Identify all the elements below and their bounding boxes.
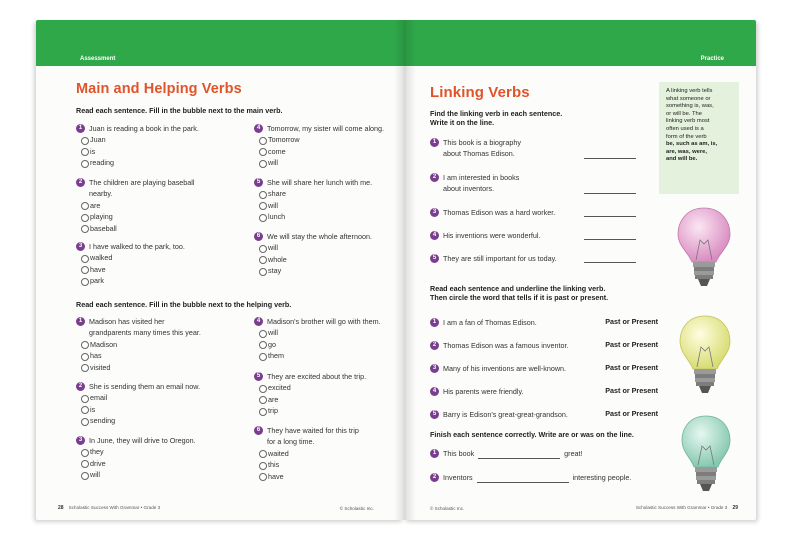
item-number-badge: 4 bbox=[430, 387, 439, 396]
answer-bubble-option[interactable]: Tomorrow bbox=[254, 134, 384, 145]
answer-bubble-option[interactable]: go bbox=[254, 339, 381, 350]
definition-box bbox=[659, 82, 739, 194]
answer-bubble-option[interactable]: have bbox=[254, 471, 359, 482]
sentence-text: Thomas Edison was a famous inventor. bbox=[443, 341, 569, 350]
item-number-badge: 6 bbox=[254, 426, 263, 435]
item-number-badge: 1 bbox=[430, 449, 439, 458]
answer-bubble-option[interactable]: has bbox=[76, 350, 201, 361]
sentence-text: Many of his inventions are well-known. bbox=[443, 364, 567, 373]
answer-bubble-option[interactable]: share bbox=[254, 188, 372, 199]
directions-line: Find the linking verb in each sentence. bbox=[430, 109, 563, 118]
question-text: The children are playing baseball bbox=[89, 178, 195, 187]
footer-title: Scholastic Success With Grammar • Grade 3 bbox=[635, 505, 728, 510]
finish-sentence-item bbox=[430, 472, 631, 483]
question-text: She will share her lunch with me. bbox=[267, 178, 373, 187]
item-number-badge: 2 bbox=[76, 178, 85, 187]
item-number-badge: 6 bbox=[254, 232, 263, 241]
answer-bubble-option[interactable]: waited bbox=[254, 448, 359, 459]
question-text: They are excited about the trip. bbox=[267, 372, 367, 381]
question-text: We will stay the whole afternoon. bbox=[267, 232, 372, 241]
question-text: nearby. bbox=[89, 189, 113, 199]
answer-line[interactable] bbox=[477, 475, 569, 483]
item-number-badge: 3 bbox=[76, 242, 85, 251]
answer-bubble-option[interactable]: will bbox=[76, 469, 196, 480]
answer-bubble-option[interactable]: Madison bbox=[76, 339, 201, 350]
directions-main-verb: Read each sentence. Fill in the bubble next to the main verb. bbox=[76, 106, 283, 115]
answer-bubble-option[interactable]: email bbox=[76, 392, 200, 403]
question-text: They have waited for this trip bbox=[267, 426, 359, 435]
definition-line: form of the verb bbox=[666, 133, 707, 140]
item-number-badge: 5 bbox=[430, 254, 439, 263]
directions-line: Then circle the word that tells if it is past or present. bbox=[430, 293, 609, 302]
definition-line: often used is a bbox=[666, 125, 704, 132]
directions-finish: Finish each sentence correctly. Write are or was on the line. bbox=[430, 430, 634, 439]
sentence-start: Inventors bbox=[443, 473, 473, 482]
past-present-item bbox=[430, 317, 537, 328]
item-number-badge: 2 bbox=[430, 341, 439, 350]
question-text: Madison's brother will go with them. bbox=[267, 317, 381, 326]
sentence-text: Thomas Edison was a hard worker. bbox=[443, 208, 556, 217]
quiz-item bbox=[254, 231, 372, 277]
page-title: Main and Helping Verbs bbox=[76, 81, 242, 97]
answer-bubble-option[interactable]: are bbox=[254, 394, 366, 405]
answer-bubble-option[interactable]: is bbox=[76, 404, 200, 415]
question-text: Tomorrow, my sister will come along. bbox=[267, 124, 385, 133]
question-text: I have walked to the park, too. bbox=[89, 242, 185, 251]
answer-line[interactable] bbox=[584, 232, 636, 240]
answer-bubble-option[interactable]: are bbox=[76, 200, 194, 211]
page-title: Linking Verbs bbox=[430, 84, 530, 101]
item-number-badge: 1 bbox=[76, 317, 85, 326]
linking-verb-item bbox=[430, 207, 555, 218]
open-workbook bbox=[14, 6, 776, 534]
answer-bubble-option[interactable]: Juan bbox=[76, 134, 199, 145]
question-text: Juan is reading a book in the park. bbox=[89, 124, 199, 133]
page-number: 29 bbox=[732, 505, 738, 511]
answer-bubble-option[interactable]: is bbox=[76, 146, 199, 157]
answer-bubble-option[interactable]: sending bbox=[76, 415, 200, 426]
linking-verb-item bbox=[430, 137, 521, 160]
footer-right bbox=[636, 505, 738, 511]
item-number-badge: 4 bbox=[254, 124, 263, 133]
item-number-badge: 2 bbox=[430, 473, 439, 482]
sentence-start: This book bbox=[443, 449, 475, 458]
answer-bubble-option[interactable]: playing bbox=[76, 211, 194, 222]
answer-bubble-option[interactable]: visited bbox=[76, 362, 201, 373]
definition-line: are, was, were, bbox=[666, 148, 707, 155]
answer-bubble-option[interactable]: whole bbox=[254, 254, 372, 265]
sentence-text: His inventions were wonderful. bbox=[443, 231, 541, 240]
definition-line: something is, was, bbox=[666, 103, 714, 110]
answer-line[interactable] bbox=[584, 209, 636, 217]
past-present-item bbox=[430, 409, 568, 420]
answer-line[interactable] bbox=[584, 255, 636, 263]
answer-bubble-option[interactable]: will bbox=[254, 327, 381, 338]
quiz-item bbox=[254, 371, 366, 417]
sentence-text: Barry is Edison's great-great-grandson. bbox=[443, 410, 568, 419]
definition-line: be, such as am, is, bbox=[666, 141, 718, 148]
sentence-text: about Thomas Edison. bbox=[443, 149, 515, 159]
answer-line[interactable] bbox=[584, 151, 636, 159]
answer-bubble-option[interactable]: stay bbox=[254, 265, 372, 276]
answer-bubble-option[interactable]: will bbox=[254, 242, 372, 253]
answer-bubble-option[interactable]: reading bbox=[76, 157, 199, 168]
copyright: © Scholastic Inc. bbox=[430, 506, 465, 511]
answer-bubble-option[interactable]: trip bbox=[254, 405, 366, 416]
quiz-item bbox=[76, 381, 200, 427]
directions-past-present bbox=[430, 284, 608, 302]
header-label: Assessment bbox=[80, 56, 116, 62]
past-or-present-choice[interactable]: Past or Present bbox=[605, 363, 658, 372]
sentence-text: They are still important for us today. bbox=[443, 254, 557, 263]
linking-verb-item bbox=[430, 230, 540, 241]
lightbulb-teal-icon bbox=[678, 412, 734, 498]
item-number-badge: 4 bbox=[430, 231, 439, 240]
right-page bbox=[404, 20, 756, 520]
quiz-item bbox=[254, 123, 384, 169]
definition-line: or will be. The bbox=[666, 110, 702, 117]
quiz-item bbox=[76, 177, 194, 234]
item-number-badge: 1 bbox=[430, 318, 439, 327]
lightbulb-pink-icon bbox=[674, 204, 734, 294]
linking-verb-item bbox=[430, 253, 557, 264]
item-number-badge: 3 bbox=[430, 364, 439, 373]
answer-bubble-option[interactable]: park bbox=[76, 275, 185, 286]
item-number-badge: 1 bbox=[430, 138, 439, 147]
answer-bubble-option[interactable]: drive bbox=[76, 458, 196, 469]
answer-bubble-option[interactable]: have bbox=[76, 264, 185, 275]
sentence-text: about inventors. bbox=[443, 184, 495, 194]
quiz-item bbox=[254, 425, 359, 482]
left-page bbox=[36, 20, 404, 520]
answer-line[interactable] bbox=[584, 186, 636, 194]
answer-bubble-option[interactable]: come bbox=[254, 146, 384, 157]
directions-find-linking-verb bbox=[430, 109, 562, 127]
footer-title: Scholastic Success With Grammar • Grade 3 bbox=[68, 505, 161, 510]
finish-sentence-item bbox=[430, 448, 583, 459]
past-present-item bbox=[430, 386, 524, 397]
item-number-badge: 3 bbox=[430, 208, 439, 217]
past-present-item bbox=[430, 340, 568, 351]
directions-line: Read each sentence and underline the linking verb. bbox=[430, 284, 606, 293]
past-or-present-choice[interactable]: Past or Present bbox=[605, 386, 658, 395]
item-number-badge: 5 bbox=[430, 410, 439, 419]
answer-bubble-option[interactable]: walked bbox=[76, 252, 185, 263]
question-text: In June, they will drive to Oregon. bbox=[89, 436, 196, 445]
header-label: Practice bbox=[700, 56, 724, 62]
question-text: grandparents many times this year. bbox=[89, 328, 201, 338]
answer-bubble-option[interactable]: will bbox=[254, 157, 384, 168]
definition-line: and will be. bbox=[666, 156, 698, 163]
sentence-text: This book is a biography bbox=[443, 138, 521, 147]
question-text: for a long time. bbox=[267, 437, 315, 447]
quiz-item bbox=[76, 316, 201, 373]
item-number-badge: 2 bbox=[430, 173, 439, 182]
quiz-item bbox=[76, 241, 185, 287]
linking-verb-item bbox=[430, 172, 519, 195]
sentence-text: I am interested in books bbox=[443, 173, 520, 182]
answer-bubble-option[interactable]: lunch bbox=[254, 211, 372, 222]
answer-bubble-option[interactable]: excited bbox=[254, 382, 366, 393]
item-number-badge: 1 bbox=[76, 124, 85, 133]
past-present-item bbox=[430, 363, 566, 374]
quiz-item bbox=[254, 316, 381, 362]
footer-left bbox=[58, 505, 160, 511]
sentence-text: I am a fan of Thomas Edison. bbox=[443, 318, 537, 327]
quiz-item bbox=[254, 177, 372, 223]
item-number-badge: 5 bbox=[254, 372, 263, 381]
sentence-end: interesting people. bbox=[572, 473, 632, 482]
item-number-badge: 5 bbox=[254, 178, 263, 187]
definition-line: what someone or bbox=[666, 95, 711, 102]
directions-helping-verb: Read each sentence. Fill in the bubble next to the helping verb. bbox=[76, 300, 292, 309]
definition-line: linking verb most bbox=[666, 118, 710, 125]
answer-bubble-option[interactable]: they bbox=[76, 446, 196, 457]
definition-line: A linking verb tells bbox=[666, 88, 713, 94]
copyright: © Scholastic Inc. bbox=[339, 506, 374, 511]
item-number-badge: 2 bbox=[76, 382, 85, 391]
answer-bubble-option[interactable]: them bbox=[254, 350, 381, 361]
lightbulb-yellow-icon bbox=[676, 312, 734, 400]
past-or-present-choice[interactable]: Past or Present bbox=[605, 340, 658, 349]
answer-bubble-option[interactable]: will bbox=[254, 200, 372, 211]
item-number-badge: 3 bbox=[76, 436, 85, 445]
past-or-present-choice[interactable]: Past or Present bbox=[605, 409, 658, 418]
past-or-present-choice[interactable]: Past or Present bbox=[605, 317, 658, 326]
sentence-end: great! bbox=[564, 449, 583, 458]
sentence-text: His parents were friendly. bbox=[443, 387, 524, 396]
quiz-item bbox=[76, 123, 199, 169]
answer-bubble-option[interactable]: baseball bbox=[76, 223, 194, 234]
quiz-item bbox=[76, 435, 196, 481]
question-text: Madison has visited her bbox=[89, 317, 165, 326]
answer-line[interactable] bbox=[478, 451, 560, 459]
page-number: 28 bbox=[58, 505, 64, 511]
question-text: She is sending them an email now. bbox=[89, 382, 201, 391]
item-number-badge: 4 bbox=[254, 317, 263, 326]
answer-bubble-option[interactable]: this bbox=[254, 459, 359, 470]
directions-line: Write it on the line. bbox=[430, 118, 495, 127]
